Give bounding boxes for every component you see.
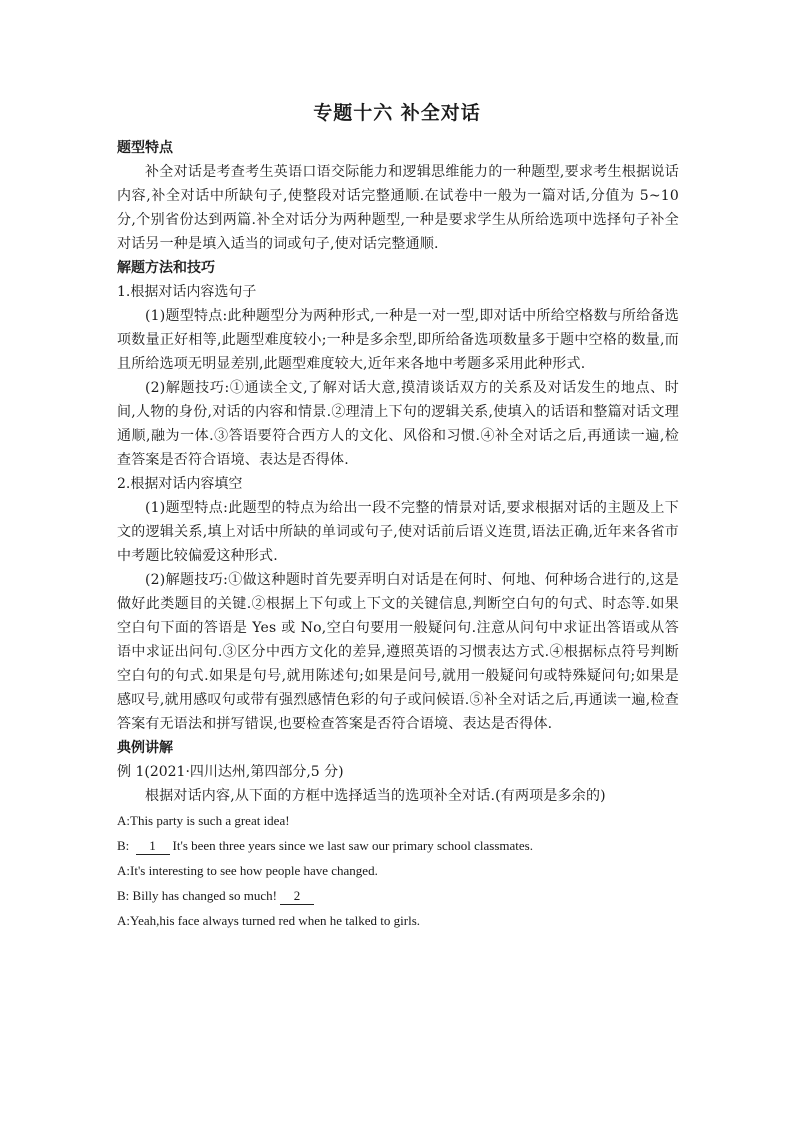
dialogue-line-2-text: It's been three years since we last saw our primary school classmates. <box>172 838 533 853</box>
section-heading-features: 题型特点 <box>117 140 173 156</box>
document-body <box>117 136 679 933</box>
example1-instruction: 根据对话内容,从下面的方框中选择适当的选项补全对话.(有两项是多余的) <box>145 788 606 804</box>
answer-blank-2[interactable]: 2 <box>280 888 314 905</box>
method2-paragraph-1: (1)题型特点:此题型的特点为给出一段不完整的情景对话,要求根据对话的主题及上下文的逻辑关系,填上对话中所缺的单词或句子,使对话前后语义连贯,语法正确,近年来各省市中考题比较偏爱这种形式. <box>117 500 679 564</box>
dialogue-line-4 <box>117 883 679 908</box>
example1-source: 例 1(2021·四川达州,第四部分,5 分) <box>117 764 344 780</box>
page-title: 专题十六 补全对话 <box>313 102 481 124</box>
dialogue-line-5: A:Yeah,his face always turned red when he talked to girls. <box>117 913 421 928</box>
dialogue-speaker-b: B: <box>117 838 133 853</box>
dialogue-line-2 <box>117 833 679 858</box>
method2-title: 2.根据对话内容填空 <box>117 476 243 492</box>
dialogue-line-4-text: B: Billy has changed so much! <box>117 888 277 903</box>
features-paragraph: 补全对话是考查考生英语口语交际能力和逻辑思维能力的一种题型,要求考生根据说话内容,补全对话中所缺句子,使整段对话完整通顺.在试卷中一般为一篇对话,分值为 5~10 分,个别省份达到两篇.补全对话分为两种题型,一种是要求学生从所给选项中选择句子补全对话另一种是填入适当的词或句子,使对话完整通顺. <box>117 164 679 252</box>
answer-blank-1[interactable]: 1 <box>136 838 170 855</box>
method2-paragraph-2: (2)解题技巧:①做这种题时首先要弄明白对话是在何时、何地、何种场合进行的,这是做好此类题目的关键.②根据上下句或上下文的关键信息,判断空白句的句式、时态等.如果空白句下面的答语是 Yes 或 No,空白句要用一般疑问句.注意从问句中求证出答语或从答语中求证出问句.③区分中西方文化的差异,遵照英语的习惯表达方式.④根据标点符号判断空白句的句式.如果是句号,就用陈述句;如果是问号,就用一般疑问句或特殊疑问句;如果是感叹号,就用感叹句或带有强烈感情色彩的句子或问候语.⑤补全对话之后,再通读一遍,检查答案有无语法和拼写错误,也要检查答案是否符合语境、表达是否得体. <box>117 572 679 732</box>
method1-title: 1.根据对话内容选句子 <box>117 284 257 300</box>
method1-paragraph-2: (2)解题技巧:①通读全文,了解对话大意,摸清谈话双方的关系及对话发生的地点、时间,人物的身份,对话的内容和情景.②理清上下句的逻辑关系,使填入的话语和整篇对话文理通顺,融为一体.③答语要符合西方人的文化、风俗和习惯.④补全对话之后,再通读一遍,检查答案是否符合语境、表达是否得体. <box>117 380 679 468</box>
section-heading-examples: 典例讲解 <box>117 740 173 756</box>
dialogue-line-1: A:This party is such a great idea! <box>117 813 290 828</box>
dialogue-line-3: A:It's interesting to see how people have changed. <box>117 863 378 878</box>
method1-paragraph-1: (1)题型特点:此种题型分为两种形式,一种是一对一型,即对话中所给空格数与所给备选项数量正好相等,此题型难度较小;一种是多余型,即所给备选项数量多于题中空格的数量,而且所给选项无明显差别,此题型难度较大,近年来各地中考题多采用此种形式. <box>117 308 679 372</box>
section-heading-methods: 解题方法和技巧 <box>117 260 215 276</box>
